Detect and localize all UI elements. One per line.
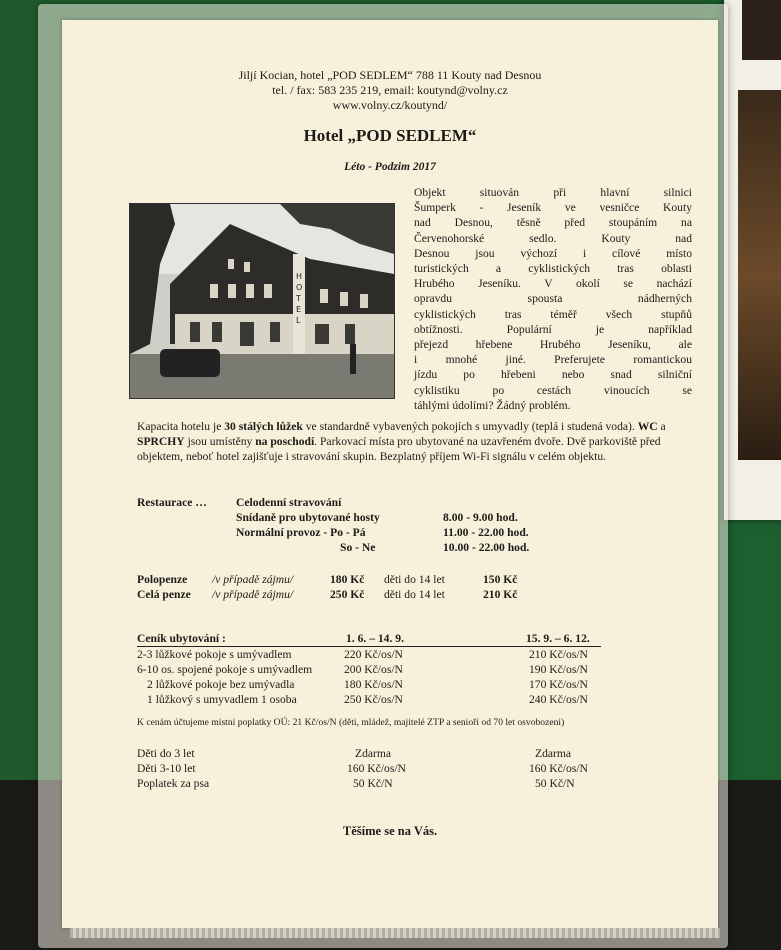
intro-line: jízdu po hřebeni nebo snad silniční: [414, 368, 692, 382]
weekend-hours-time: 10.00 - 22.00 hod.: [443, 541, 530, 554]
intro-line: Červenohorské sedlo. Kouty nad: [414, 231, 692, 245]
half-board-kids: děti do 14 let: [384, 573, 445, 586]
restaurant-label: Restaurace …: [137, 496, 207, 509]
intro-line: Šumperk - Jeseník ve vesničce Kouty: [414, 201, 692, 215]
breakfast-label: Snídaně pro ubytované hosty: [236, 511, 380, 524]
intro-line: Desnou jsou výchozí i cílové místo: [414, 246, 692, 260]
intro-line: táhlými údolími? Žádný problém.: [414, 398, 571, 412]
season-subtitle: Léto - Podzim 2017: [344, 161, 436, 173]
extra-row-label: Děti 3-10 let: [137, 762, 196, 775]
extra-row-season2: Zdarma: [535, 747, 572, 760]
extra-row-label: Děti do 3 let: [137, 747, 195, 760]
price-row-season2: 170 Kč/os/N: [529, 678, 588, 691]
price-row-label: 2 lůžkové pokoje bez umývadla: [147, 678, 295, 691]
intro-line: turistických a cyklistických tras oblasti: [414, 262, 692, 276]
intro-line: nad Desnou, těsně před stoupáním na: [414, 216, 692, 230]
extra-row-season1: Zdarma: [355, 747, 392, 760]
price-row-label: 1 lůžkový s umyvadlem 1 osoba: [147, 693, 297, 706]
price-row-season1: 220 Kč/os/N: [344, 648, 403, 661]
hotel-flyer: [62, 20, 718, 928]
breakfast-time: 8.00 - 9.00 hod.: [443, 511, 518, 524]
full-board-label: Celá penze: [137, 588, 191, 601]
pricelist-heading: Ceník ubytování :: [137, 632, 226, 645]
closing-greeting: Těšíme se na Vás.: [342, 824, 438, 838]
half-board-label: Polopenze: [137, 573, 188, 586]
intro-text: [414, 185, 692, 413]
half-board-note: /v případě zájmu/: [212, 573, 294, 586]
half-board-kids-price: 150 Kč: [483, 573, 518, 586]
price-row-label: 2-3 lůžkové pokoje s umývadlem: [137, 648, 292, 661]
capacity-text: Kapacita hotelu je 30 stálých lůžek ve standardně vybavených pokojích s umyvadly (teplá i studená voda). WC a SPRCHY jsou umístěny na poschodí. Parkovací místa pro ubytované na uzavřeném dvoře. Dvě parkoviště před objektem, neboť hotel zajišťuje i stravování skupin. Bezplatný příjem Wi-Fi signálu v celém objektu.: [137, 420, 666, 464]
sleeve-perforation: [70, 928, 720, 938]
normal-hours-label: Normální provoz - Po - Pá: [236, 526, 366, 539]
extra-row-season2: 50 Kč/N: [535, 777, 575, 790]
intro-line: obtížnosti. Populární je například: [414, 322, 692, 336]
intro-line: cyklistiku po cestách vinoucích se: [414, 383, 692, 397]
price-row-season1: 250 Kč/os/N: [344, 693, 403, 706]
hotel-sign: H O T E L: [296, 272, 303, 325]
pricelist-rule: [137, 646, 601, 647]
extra-row-label: Poplatek za psa: [137, 777, 210, 790]
header-address: Jiljí Kocian, hotel „POD SEDLEM“ 788 11 Kouty nad Desnou: [238, 68, 542, 82]
intro-line: přejezd hřebene Hrubého Jeseníku, ale: [414, 338, 692, 352]
full-board-kids: děti do 14 let: [384, 588, 445, 601]
header-website: www.volny.cz/koutynd/: [332, 98, 448, 112]
page-title: Hotel „POD SEDLEM“: [303, 126, 477, 145]
price-row-season2: 240 Kč/os/N: [529, 693, 588, 706]
intro-line: Hrubého Jeseníku. V okolí se nachází: [414, 277, 692, 291]
hotel-photo: [129, 203, 395, 399]
adjacent-photo-top: [742, 0, 781, 60]
half-board-price: 180 Kč: [330, 573, 365, 586]
season-1-header: 1. 6. – 14. 9.: [346, 632, 404, 645]
adjacent-photo: [738, 90, 781, 460]
restaurant-all-day: Celodenní stravování: [236, 496, 342, 509]
price-row-season2: 210 Kč/os/N: [529, 648, 588, 661]
full-board-price: 250 Kč: [330, 588, 365, 601]
extra-row-season1: 160 Kč/os/N: [347, 762, 406, 775]
full-board-kids-price: 210 Kč: [483, 588, 518, 601]
normal-hours-time: 11.00 - 22.00 hod.: [443, 526, 529, 539]
full-board-note: /v případě zájmu/: [212, 588, 294, 601]
weekend-hours-label: So - Ne: [340, 541, 376, 554]
intro-line: Objekt situován při hlavní silnici: [414, 186, 692, 199]
price-row-season1: 200 Kč/os/N: [344, 663, 403, 676]
extra-row-season1: 50 Kč/N: [353, 777, 393, 790]
intro-line: cyklistických tras téměř všech stupňů: [414, 307, 692, 321]
intro-line: opravdu spousta nádherných: [414, 292, 692, 306]
local-fee-note: K cenám účtujeme místní poplatky OÚ: 21 Kč/os/N (děti, mládež, majitelé ZTP a senioři od 70 let osvobozeni): [137, 717, 565, 728]
header-contact: tel. / fax: 583 235 219, email: koutynd@volny.cz: [272, 83, 508, 97]
price-row-season2: 190 Kč/os/N: [529, 663, 588, 676]
price-row-label: 6-10 os. spojené pokoje s umývadlem: [137, 663, 313, 676]
intro-line: i mnohé jiné. Preferujete romantickou: [414, 353, 692, 367]
price-row-season1: 180 Kč/os/N: [344, 678, 403, 691]
season-2-header: 15. 9. – 6. 12.: [526, 632, 590, 645]
extra-row-season2: 160 Kč/os/N: [529, 762, 588, 775]
